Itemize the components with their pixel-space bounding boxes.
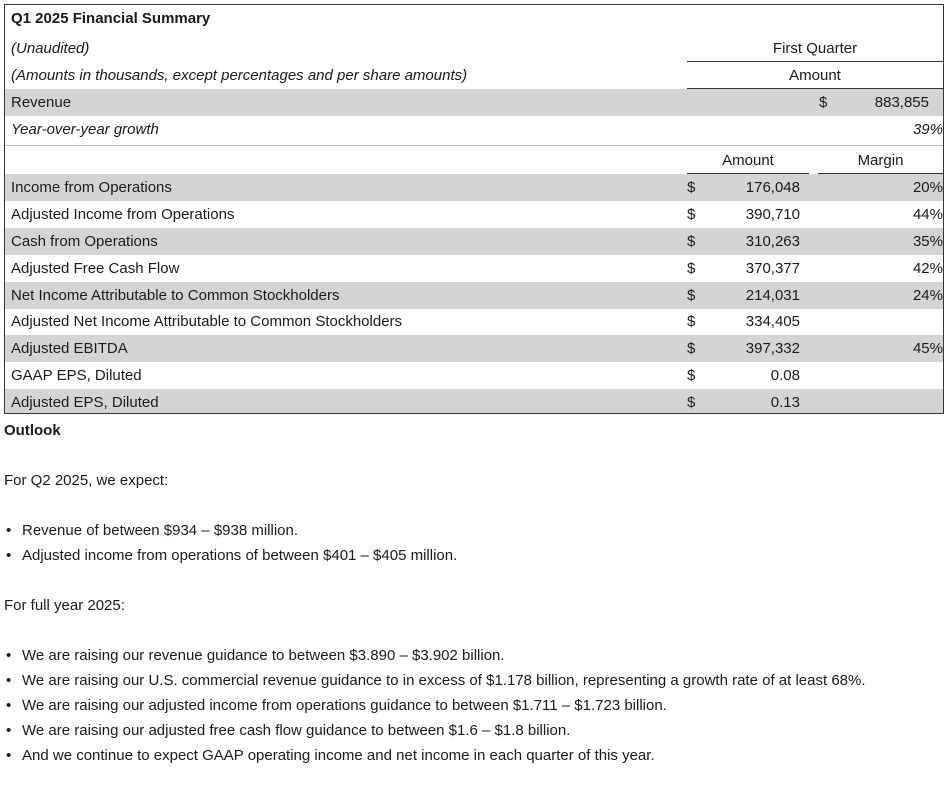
- table-title: Q1 2025 Financial Summary: [11, 10, 211, 27]
- spacer: [4, 618, 944, 643]
- q2-intro: For Q2 2025, we expect:: [4, 472, 169, 489]
- spacer: [4, 443, 944, 468]
- list-item: • We are raising our adjusted income from operations guidance to between $1.711 – $1.723 billion.: [22, 693, 944, 718]
- yoy-value: 39%: [912, 121, 943, 138]
- row-amount: 310,263: [745, 233, 800, 250]
- row-label: Cash from Operations: [11, 233, 158, 250]
- row-amount: 176,048: [745, 179, 800, 196]
- row-dollar: $: [687, 179, 696, 196]
- row-margin: 24%: [912, 287, 943, 304]
- row-amount: 214,031: [745, 287, 800, 304]
- row-label: Adjusted EBITDA: [11, 340, 128, 357]
- table-row: [5, 282, 943, 309]
- amount-header: Amount: [789, 67, 841, 84]
- list-item: • We are raising our revenue guidance to between $3.890 – $3.902 billion.: [22, 643, 944, 668]
- spacer: [4, 493, 944, 518]
- list-item: • We are raising our U.S. commercial revenue guidance to in excess of $1.178 billion, representing a growth rate of at least 68%.: [22, 668, 944, 693]
- row-amount: 370,377: [745, 260, 800, 277]
- revenue-value: 883,855: [874, 94, 929, 111]
- table-row: [5, 389, 943, 414]
- table-row: [5, 308, 943, 335]
- outlook-section: [4, 418, 944, 768]
- row-dollar: $: [687, 233, 696, 250]
- row-dollar: $: [687, 340, 696, 357]
- table-row: [5, 228, 943, 255]
- yoy-row: [5, 116, 943, 143]
- section-divider: [5, 145, 943, 146]
- table-title-row: [5, 5, 943, 32]
- row-label: Net Income Attributable to Common Stockholders: [11, 287, 340, 304]
- row-amount: 0.08: [770, 367, 800, 384]
- first-quarter-header: First Quarter: [772, 40, 858, 57]
- revenue-row: [5, 89, 943, 116]
- list-item: • We are raising our adjusted free cash flow guidance to between $1.6 – $1.8 billion.: [22, 718, 944, 743]
- row-amount: 0.13: [770, 394, 800, 411]
- fy-intro: For full year 2025:: [4, 597, 125, 614]
- list-item: • And we continue to expect GAAP operating income and net income in each quarter of this year.: [22, 743, 944, 768]
- column-header-row: [5, 147, 943, 174]
- amounts-note-row: [5, 62, 943, 89]
- table-row: [5, 362, 943, 389]
- table-row: [5, 255, 943, 282]
- list-item: • Revenue of between $934 – $938 million.: [22, 518, 944, 543]
- revenue-label: Revenue: [11, 94, 72, 111]
- amount-column-header: Amount: [722, 152, 774, 169]
- margin-column-header: Margin: [857, 152, 904, 169]
- row-dollar: $: [687, 206, 696, 223]
- q2-list: [4, 518, 944, 568]
- financial-summary-table: [4, 4, 944, 414]
- row-amount: 334,405: [745, 313, 800, 330]
- amounts-note: (Amounts in thousands, except percentages and per share amounts): [11, 67, 468, 84]
- row-margin: 45%: [912, 340, 943, 357]
- table-row: [5, 201, 943, 228]
- row-dollar: $: [687, 287, 696, 304]
- row-amount: 390,710: [745, 206, 800, 223]
- row-dollar: $: [687, 394, 696, 411]
- row-dollar: $: [687, 260, 696, 277]
- table-row: [5, 174, 943, 201]
- row-label: Adjusted EPS, Diluted: [11, 394, 159, 411]
- row-margin: 44%: [912, 206, 943, 223]
- row-label: Income from Operations: [11, 179, 172, 196]
- row-margin: 35%: [912, 233, 943, 250]
- row-margin: 42%: [912, 260, 943, 277]
- outlook-heading: Outlook: [4, 422, 61, 439]
- unaudited-row: [5, 35, 943, 62]
- row-amount: 397,332: [745, 340, 800, 357]
- row-label: Adjusted Free Cash Flow: [11, 260, 180, 277]
- table-row: [5, 335, 943, 362]
- row-label: GAAP EPS, Diluted: [11, 367, 142, 384]
- row-margin: 20%: [912, 179, 943, 196]
- fy-list: [4, 643, 944, 768]
- unaudited-note: (Unaudited): [11, 40, 90, 57]
- spacer: [4, 568, 944, 593]
- row-dollar: $: [687, 367, 696, 384]
- row-label: Adjusted Net Income Attributable to Common Stockholders: [11, 313, 403, 330]
- row-label: Adjusted Income from Operations: [11, 206, 235, 223]
- row-dollar: $: [687, 313, 696, 330]
- list-item: • Adjusted income from operations of between $401 – $405 million.: [22, 543, 944, 568]
- revenue-dollar: $: [819, 94, 828, 111]
- yoy-label: Year-over-year growth: [11, 121, 159, 138]
